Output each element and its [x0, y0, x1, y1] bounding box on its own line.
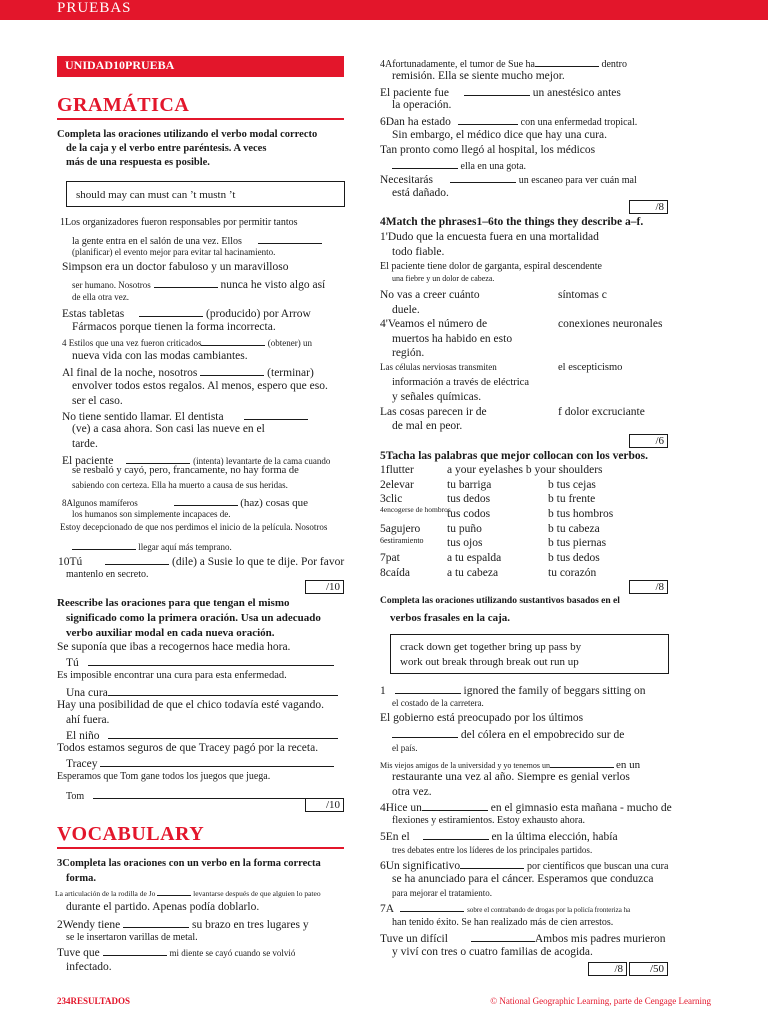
- ex5-verb: 8caída: [380, 567, 411, 579]
- ex1-instruction: Completa las oraciones utilizando el verbo modal correcto: [57, 129, 318, 140]
- ex1-instruction: de la caja y el verbo entre paréntesis. A veces: [66, 143, 267, 154]
- answer-blank[interactable]: [458, 115, 518, 125]
- ex1-line: No tiene sentido llamar. El dentista: [62, 410, 308, 424]
- ex1-line: Estoy decepcionado de que nos perdimos el inicio de la película. Nosotros: [60, 522, 328, 532]
- answer-blank[interactable]: [139, 307, 203, 317]
- ex3-line: se le insertaron varillas de metal.: [66, 932, 198, 943]
- answer-blank[interactable]: [392, 159, 458, 169]
- total-score-box: /50: [629, 962, 668, 976]
- ex1-line: 1Los organizadores fueron responsables por permitir tantos: [60, 217, 298, 228]
- ex6-line: para mejorar el tratamiento.: [392, 888, 492, 898]
- ex6-line: el costado de la carretera.: [392, 698, 484, 708]
- copyright-notice: © National Geographic Learning, parte de Cengage Learning: [490, 996, 711, 1006]
- ex4-line: de mal en peor.: [392, 420, 463, 432]
- ex5-option[interactable]: b tus piernas: [548, 537, 607, 549]
- ex3-line: está dañado.: [392, 187, 449, 199]
- ex3-line: 6Dan ha estado con una enfermedad tropical.: [380, 116, 638, 128]
- ex1-line: tarde.: [72, 438, 98, 450]
- answer-blank[interactable]: [72, 540, 136, 550]
- ex4-line: conexiones neuronales: [558, 318, 663, 330]
- ex5-option[interactable]: b tu cabeza: [548, 523, 600, 535]
- score-box: /10: [305, 580, 344, 594]
- ex1-line: El paciente (intenta) levantarte de la cama cuando: [62, 455, 331, 467]
- answer-blank[interactable]: [157, 886, 191, 896]
- ex4-line: El paciente tiene dolor de garganta, espiral descendente: [380, 261, 602, 272]
- ex4-line: y señales químicas.: [392, 391, 482, 403]
- ex5-option[interactable]: tu puño: [447, 523, 482, 535]
- answer-blank[interactable]: [400, 902, 464, 912]
- answer-blank[interactable]: [550, 758, 614, 768]
- ex2-line: Tom: [66, 789, 341, 802]
- ex6-line: y viví con tres o cuatro familias de acogida.: [392, 946, 593, 958]
- ex1-line: se resbaló y cayó, pero, francamente, no hay forma de: [72, 465, 299, 476]
- ex5-instruction: 5Tacha las palabras que mejor collocan con los verbos.: [380, 450, 649, 462]
- ex5-option[interactable]: a your eyelashes b your shoulders: [447, 464, 603, 476]
- ex5-verb: 5agujero: [380, 523, 421, 535]
- ex6-line: otra vez.: [392, 786, 432, 798]
- answer-blank[interactable]: [100, 757, 334, 767]
- ex5-verb: 3clic: [380, 493, 403, 505]
- ex6-line: del cólera en el empobrecido sur de: [392, 728, 624, 742]
- ex2-line: Se suponía que ibas a recogernos hace media hora.: [57, 641, 291, 653]
- answer-blank[interactable]: [460, 859, 524, 869]
- ex6-line: han tenido éxito. Se han realizado más de cien arrestos.: [392, 917, 614, 928]
- ex2-line: Una cura: [66, 686, 338, 700]
- score-box: /8: [588, 962, 627, 976]
- ex3-line: Tuve que mi diente se cayó cuando se volvió: [57, 947, 296, 959]
- vocabulary-rule: [57, 847, 344, 849]
- ex1-line: 4 Estilos que una vez fueron criticados (obtener) un: [62, 338, 312, 348]
- ex4-line: región.: [392, 347, 425, 359]
- ex1-line: mantenlo en secreto.: [66, 569, 149, 580]
- ex6-line: se ha anunciado para el cáncer. Esperamos que conduzca: [392, 873, 654, 885]
- answer-blank[interactable]: [395, 684, 461, 694]
- ex4-line: duele.: [392, 304, 420, 316]
- ex5-verb: 7pat: [380, 552, 400, 564]
- ex5-verb: 1flutter: [380, 464, 414, 476]
- ex6-line: El gobierno está preocupado por los últimos: [380, 712, 584, 724]
- answer-blank[interactable]: [154, 278, 218, 288]
- ex2-instruction: verbo auxiliar modal en cada nueva oración.: [66, 627, 275, 639]
- ex4-line: el escepticismo: [558, 362, 623, 373]
- ex5-option[interactable]: a tu espalda: [447, 552, 502, 564]
- answer-blank[interactable]: [174, 496, 238, 506]
- grammar-rule: [57, 118, 344, 120]
- answer-blank[interactable]: [392, 728, 458, 738]
- answer-blank[interactable]: [258, 234, 322, 244]
- ex6-line: tres debates entre los líderes de los principales partidos.: [392, 845, 593, 855]
- answer-blank[interactable]: [423, 830, 489, 840]
- ex2-line: Hay una posibilidad de que el chico todavía esté vagando.: [57, 699, 324, 711]
- ex1-line: 10Tú (dile) a Susie lo que te dije. Por favor: [58, 556, 345, 568]
- ex6-line: 7A sobre el contrabando de drogas por la policía fronteriza ha: [380, 903, 631, 915]
- ex2-line: ahí fuera.: [66, 714, 110, 726]
- ex1-line: la gente entra en el salón de una vez. Ellos: [72, 234, 322, 247]
- ex3-instruction: 3Completa las oraciones con un verbo en la forma correcta: [57, 858, 321, 869]
- answer-blank[interactable]: [103, 946, 167, 956]
- answer-blank[interactable]: [126, 454, 190, 464]
- ex6-line: 5En el en la última elección, había: [380, 831, 618, 843]
- ex4-line: información a través de eléctrica: [392, 377, 530, 388]
- ex1-line: envolver todos estos regalos. Al menos, espero que eso.: [72, 380, 328, 392]
- ex6-instruction: verbos frasales en la caja.: [390, 612, 511, 624]
- ex5-verb: 4encogerse de hombros: [380, 505, 451, 514]
- top-banner: [0, 0, 768, 20]
- ex4-line: Las células nerviosas transmiten: [380, 362, 497, 372]
- ex3-line: la operación.: [392, 99, 452, 111]
- ex1-line: Estas tabletas (producido) por Arrow: [62, 308, 311, 320]
- ex3-line: durante el partido. Apenas podía doblarlo.: [66, 901, 260, 913]
- ex3-instruction: forma.: [66, 873, 97, 884]
- ex6-line: 6Un significativo por científicos que buscan una cura: [380, 860, 669, 872]
- ex4-line: muertos ha habido en esto: [392, 333, 513, 345]
- ex3-line: remisión. Ella se siente mucho mejor.: [392, 70, 565, 82]
- ex1-line: (ve) a casa ahora. Son casi las nueve en el: [72, 423, 265, 435]
- ex1-line: de ella otra vez.: [72, 292, 129, 302]
- ex4-line: No vas a creer cuánto: [380, 289, 480, 301]
- ex1-line: Fármacos porque tienen la forma incorrecta.: [72, 321, 276, 333]
- ex6-line: el país.: [392, 743, 418, 753]
- ex5-option[interactable]: b tus hombros: [548, 508, 614, 520]
- ex4-instruction: 4Match the phrases1–6to the things they describe a–f.: [380, 216, 644, 228]
- ex2-line: Tú: [66, 656, 334, 670]
- score-box: /8: [629, 200, 668, 214]
- ex6-line: flexiones y estiramientos. Estoy exhausto ahora.: [392, 815, 586, 826]
- ex3-line: El paciente fue un anestésico antes: [380, 87, 621, 99]
- ex4-line: 1'Dudo que la encuesta fuera en una mortalidad: [380, 231, 599, 243]
- ex5-verb: 6estiramiento: [380, 536, 424, 545]
- phrasal-verbs-list: crack down get together bring up pass by: [400, 641, 582, 653]
- ex2-line: Esperamos que Tom gane todos los juegos que juega.: [57, 771, 271, 782]
- ex3-line: 2Wendy tiene su brazo en tres lugares y: [57, 919, 309, 931]
- answer-blank[interactable]: [535, 57, 599, 67]
- score-box: /8: [629, 580, 668, 594]
- ex1-line: (planificar) el evento mejor para evitar tal hacinamiento.: [72, 247, 276, 257]
- ex3-line: ella en una gota.: [392, 159, 526, 172]
- ex4-line: f dolor excruciante: [558, 406, 645, 418]
- grammar-title: GRAMÁTICA: [57, 94, 190, 116]
- ex4-line: todo fiable.: [392, 246, 445, 258]
- answer-blank[interactable]: [450, 173, 516, 183]
- answer-blank[interactable]: [200, 366, 264, 376]
- ex2-line: El niño: [66, 729, 338, 743]
- ex4-line: 4'Veamos el número de: [380, 318, 488, 330]
- page-footer-label: 234RESULTADOS: [57, 996, 131, 1006]
- ex3-line: Sin embargo, el médico dice que hay una cura.: [392, 129, 608, 141]
- ex6-line: Mis viejos amigos de la universidad y yo tenemos un en un: [380, 759, 641, 771]
- answer-blank[interactable]: [105, 555, 169, 565]
- ex1-line: 8Algunos mamíferos (haz) cosas que: [62, 497, 309, 509]
- score-box: /10: [305, 798, 344, 812]
- score-box: /6: [629, 434, 668, 448]
- ex5-verb: 2elevar: [380, 479, 414, 491]
- modal-verbs-list: should may can must can ’t mustn ’t: [76, 189, 236, 201]
- ex4-line: Las cosas parecen ir de: [380, 406, 487, 418]
- ex2-instruction: significado como la primera oración. Usa un adecuado: [66, 612, 321, 624]
- ex1-line: Simpson era un doctor fabuloso y un maravilloso: [62, 261, 289, 273]
- answer-blank[interactable]: [108, 686, 338, 696]
- answer-blank[interactable]: [471, 932, 535, 942]
- answer-blank[interactable]: [201, 336, 265, 346]
- ex2-line: Es imposible encontrar una cura para esta enfermedad.: [57, 670, 287, 681]
- ex2-line: Todos estamos seguros de que Tracey pagó por la receta.: [57, 742, 319, 754]
- ex5-option[interactable]: a tu cabeza: [447, 567, 499, 579]
- answer-blank[interactable]: [108, 729, 338, 739]
- ex4-line: una fiebre y un dolor de cabeza.: [392, 274, 495, 283]
- ex3-line: infectado.: [66, 961, 112, 973]
- ex1-line: ser el caso.: [72, 395, 123, 407]
- answer-blank[interactable]: [93, 789, 341, 799]
- answer-blank[interactable]: [123, 918, 189, 928]
- ex3-line: Necesitarás un escaneo para ver cuán mal: [380, 174, 637, 186]
- ex5-option[interactable]: b tu frente: [548, 493, 596, 505]
- ex6-line: 1 ignored the family of beggars sitting on: [380, 685, 646, 697]
- answer-blank[interactable]: [422, 801, 488, 811]
- ex6-line: 4Hice un en el gimnasio esta mañana - mucho de: [380, 802, 672, 814]
- unit-label: UNIDAD10PRUEBA: [65, 58, 175, 72]
- section-tab: PRUEBAS: [57, 0, 132, 16]
- unit-label-box: [57, 56, 344, 77]
- ex1-instruction: más de una respuesta es posible.: [66, 157, 210, 168]
- ex2-instruction: Reescribe las oraciones para que tengan el mismo: [57, 597, 290, 609]
- ex1-line: ser humano. Nosotros nunca he visto algo así: [72, 279, 326, 291]
- ex3-line: 4Afortunadamente, el tumor de Sue ha dentro: [380, 59, 627, 70]
- phrasal-verbs-list: work out break through break out run up: [400, 656, 579, 668]
- ex6-line: restaurante una vez al año. Siempre es genial verlos: [392, 771, 630, 783]
- ex5-option[interactable]: tu barriga: [447, 479, 492, 491]
- ex6-line: Tuve un difícil Ambos mis padres murieron: [380, 933, 666, 945]
- answer-blank[interactable]: [244, 410, 308, 420]
- ex5-option[interactable]: tu corazón: [548, 567, 597, 579]
- phrasal-verbs-box: [390, 634, 669, 674]
- vocabulary-title: VOCABULARY: [57, 823, 205, 845]
- ex1-line: llegar aquí más temprano.: [72, 540, 232, 552]
- ex1-line: sabiendo con certeza. Ella ha muerto a causa de sus heridas.: [72, 480, 288, 490]
- ex3-line: Tan pronto como llegó al hospital, los médicos: [380, 144, 596, 156]
- ex1-line: Al final de la noche, nosotros (terminar): [62, 367, 314, 379]
- ex1-line: nueva vida con las modas cambiantes.: [72, 350, 248, 362]
- ex6-instruction: Completa las oraciones utilizando sustantivos basados en el: [380, 596, 620, 606]
- ex5-option[interactable]: b tus dedos: [548, 552, 600, 564]
- ex2-line: Tracey: [66, 757, 334, 771]
- ex4-line: síntomas c: [558, 289, 607, 301]
- ex5-option[interactable]: tus codos: [447, 508, 491, 520]
- ex3-line: La articulación de la rodilla de Jo levantarse después de que alguien lo pateo: [55, 886, 321, 898]
- answer-blank[interactable]: [464, 86, 530, 96]
- answer-blank[interactable]: [88, 656, 334, 666]
- ex5-option[interactable]: b tus cejas: [548, 479, 596, 491]
- ex1-line: los humanos son simplemente incapaces de.: [72, 509, 231, 519]
- ex5-option[interactable]: tus ojos: [447, 537, 483, 549]
- ex5-option[interactable]: tus dedos: [447, 493, 491, 505]
